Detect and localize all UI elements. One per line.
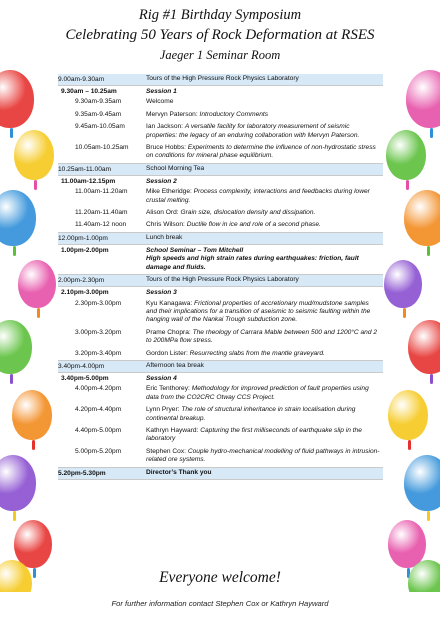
talk-title: Frictional properties of accretionary mud/mudstone samples and their implications for a transition of aseismic to seismic faulting within the hanging wall of the Nankai Trough subduction zone. — [146, 299, 371, 324]
talk-cell — [146, 109, 383, 119]
event-title: Rig #1 Birthday Symposium — [138, 7, 302, 23]
session-2-block — [58, 176, 383, 233]
talk-title: Resurrecting slabs from the mantle graveyard. — [189, 349, 325, 357]
session-label: Session 1 — [146, 88, 177, 95]
balloon-shape — [14, 130, 54, 180]
talk-title: Couple hydro-mechanical modelling of fluid pathways in intrusion-related ore systems. — [146, 447, 380, 464]
talk-speaker: Ian Jackson: — [146, 123, 184, 131]
talk-speaker: Bruce Hobbs: — [146, 144, 186, 152]
streamer-shape — [427, 511, 430, 521]
time-cell: 9.30am-9.35am — [75, 98, 122, 106]
time-cell: 11.00am-11.20am — [75, 188, 128, 196]
streamer-shape — [32, 440, 35, 450]
time-cell: 3.40pm-5.00pm — [61, 374, 109, 382]
event-cell: Director’s Thank you — [146, 468, 212, 476]
event-subtitle: Celebrating 50 Years of Rock Deformation at RSES — [65, 27, 375, 43]
streamer-shape — [37, 308, 40, 318]
event-cell: Lunch break — [146, 234, 183, 242]
talk-row — [58, 327, 383, 346]
header — [0, 6, 440, 64]
time-cell: 12.00pm-1.00pm — [58, 234, 108, 242]
balloon-shape — [408, 320, 440, 374]
seminar-label: School Seminar – Tom Mitchell — [146, 246, 244, 254]
balloon-shape — [0, 455, 36, 511]
seminar-title: High speeds and high strain rates during earthquakes: friction, fault damage and fluids. — [146, 255, 359, 271]
streamer-shape — [34, 180, 37, 190]
time-cell: 2.00pm-2.30pm — [58, 277, 105, 285]
time-cell: 11.40am-12 noon — [75, 221, 127, 229]
talk-speaker: Alison Ord: — [146, 209, 179, 217]
talk-row — [58, 425, 383, 444]
talk-row — [58, 219, 383, 229]
talk-speaker: Welcome — [146, 98, 174, 106]
time-cell: 2.10pm-3.00pm — [61, 289, 109, 297]
time-cell: 9.45am-10.05am — [75, 123, 125, 131]
time-cell: 10.25am-11.00am — [58, 165, 112, 173]
talk-cell — [146, 219, 383, 229]
welcome-message: Everyone welcome! — [159, 569, 281, 586]
time-cell: 5.00pm-5.20pm — [75, 447, 122, 455]
event-cell: Tours of the High Pressure Rock Physics Laboratory — [146, 276, 299, 284]
talk-row — [58, 109, 383, 119]
balloon-shape — [386, 130, 426, 180]
balloons-right-decoration — [382, 60, 440, 592]
talk-title: A versatile facility for laboratory measurement of seismic properties: the legacy of an enduring collaboration with Mervyn Paterson. — [146, 123, 360, 139]
talk-cell — [146, 186, 383, 205]
talk-row — [58, 298, 383, 325]
talk-speaker: Gordon Lister: — [146, 349, 188, 357]
time-cell: 4.20pm-4.40pm — [75, 406, 122, 414]
talk-cell — [146, 425, 383, 444]
event-venue: Jaeger 1 Seminar Room — [159, 48, 281, 62]
time-cell: 11.00am-12.15pm — [61, 177, 116, 185]
streamer-shape — [408, 440, 411, 450]
talk-row — [58, 383, 383, 402]
talk-title: Grain size, dislocation density and dissipation. — [180, 209, 316, 217]
balloon-shape — [0, 320, 32, 374]
schedule-row-lunch — [58, 233, 383, 245]
balloon-shape — [384, 260, 422, 308]
talk-row — [58, 186, 383, 205]
balloons-left-decoration — [0, 60, 58, 592]
session-3-block — [58, 287, 383, 361]
talk-cell — [146, 446, 383, 465]
talk-row — [58, 207, 383, 217]
time-cell: 2.30pm-3.00pm — [75, 299, 122, 307]
talk-speaker: Mervyn Paterson: — [146, 110, 198, 118]
time-cell: 3.00pm-3.20pm — [75, 328, 122, 336]
talk-row — [58, 121, 383, 140]
talk-speaker: Eric Tenthorey: — [146, 385, 190, 393]
seminar-cell — [146, 245, 383, 274]
session-1-header — [58, 86, 383, 96]
balloon-shape — [406, 70, 440, 128]
session-label: Session 3 — [146, 289, 177, 297]
time-cell: 5.20pm-5.30pm — [58, 469, 106, 477]
talk-speaker: Kathryn Hayward: — [146, 426, 199, 434]
session-label: Session 4 — [146, 374, 177, 382]
streamer-shape — [403, 308, 406, 318]
schedule-row-tour-2 — [58, 275, 383, 287]
session-1-block — [58, 86, 383, 164]
talk-title: Capturing the first milliseconds of earthquake slip in the laboratory — [146, 426, 362, 443]
time-cell: 4.40pm-5.00pm — [75, 426, 122, 434]
talk-title: Ductile flow in ice and role of a second phase. — [186, 221, 321, 229]
schedule-row-seminar — [58, 245, 383, 275]
time-cell: 3.20pm-3.40pm — [75, 349, 122, 357]
time-cell: 9.30am – 10.25am — [61, 88, 117, 95]
talk-speaker: Chris Wilson: — [146, 221, 185, 229]
talk-row — [58, 96, 383, 106]
streamer-shape — [13, 246, 16, 256]
talk-cell — [146, 207, 383, 217]
time-cell: 4.00pm-4.20pm — [75, 385, 122, 393]
session-4-block — [58, 373, 383, 468]
streamer-shape — [406, 180, 409, 190]
event-cell: Tours of the High Pressure Rock Physics Laboratory — [146, 75, 299, 83]
streamer-shape — [13, 511, 16, 521]
talk-speaker: Prame Chopra: — [146, 328, 191, 336]
balloon-shape — [0, 190, 36, 246]
time-cell: 1.00pm-2.00pm — [61, 246, 109, 254]
balloon-shape — [18, 260, 56, 308]
session-3-header — [58, 287, 383, 297]
schedule-row-morning-tea — [58, 164, 383, 176]
talk-cell — [146, 121, 383, 140]
talk-speaker: Mike Etheridge: — [146, 188, 192, 196]
talk-cell — [146, 298, 383, 325]
streamer-shape — [430, 374, 433, 384]
session-label: Session 2 — [146, 177, 177, 185]
streamer-shape — [430, 128, 433, 138]
streamer-shape — [10, 374, 13, 384]
schedule-table — [58, 74, 383, 480]
time-cell: 9.35am-9.45am — [75, 110, 122, 118]
talk-row — [58, 142, 383, 161]
talk-title: Process complexity, interactions and feedbacks during lower crustal melting. — [146, 188, 370, 204]
schedule-row-afternoon-tea — [58, 361, 383, 373]
talk-title: The role of structural inheritance in strain localisation during continental breakup. — [146, 406, 356, 422]
talk-title: Experiments to determine the influence of non-hydrostatic stress on conditions for mineral phase equilibrium. — [146, 144, 376, 160]
contact-line: For further information contact Stephen Cox or Kathryn Hayward — [111, 599, 329, 608]
talk-title: The rheology of Carrara Mable between 500 and 1200°C and 2 to 200MPa flow stress. — [146, 328, 378, 345]
talk-row — [58, 446, 383, 465]
streamer-shape — [427, 246, 430, 256]
balloon-shape — [404, 455, 440, 511]
session-4-header — [58, 373, 383, 383]
event-cell: Afternoon tea break — [146, 362, 204, 370]
talk-cell — [146, 327, 383, 346]
talk-cell — [146, 96, 383, 106]
talk-title: Introductory Comments — [199, 110, 269, 118]
talk-speaker: Kyu Kanagawa: — [146, 299, 193, 307]
time-cell: 11.20am-11.40am — [75, 209, 128, 217]
talk-cell — [146, 142, 383, 161]
balloon-shape — [404, 190, 440, 246]
talk-cell — [146, 348, 383, 358]
event-cell: School Morning Tea — [146, 165, 205, 173]
talk-cell — [146, 383, 383, 402]
session-2-header — [58, 176, 383, 186]
time-cell: 10.05am-10.25am — [75, 144, 129, 152]
talk-title: Methodology for improved prediction of fault properties using data from the CO2CRC Otway CCS Project. — [146, 385, 369, 401]
talk-cell — [146, 404, 383, 423]
talk-row — [58, 404, 383, 423]
talk-speaker: Stephen Cox: — [146, 447, 186, 455]
time-cell: 3.40pm-4.00pm — [58, 362, 105, 370]
time-cell: 9.00am-9.30am — [58, 76, 105, 83]
balloon-shape — [388, 390, 428, 440]
streamer-shape — [10, 128, 13, 138]
schedule-row-tour-1 — [58, 74, 383, 86]
balloon-shape — [0, 70, 34, 128]
balloon-shape — [12, 390, 52, 440]
talk-row — [58, 348, 383, 358]
talk-speaker: Lynn Pryer: — [146, 406, 180, 414]
schedule-row-thanks — [58, 468, 383, 480]
